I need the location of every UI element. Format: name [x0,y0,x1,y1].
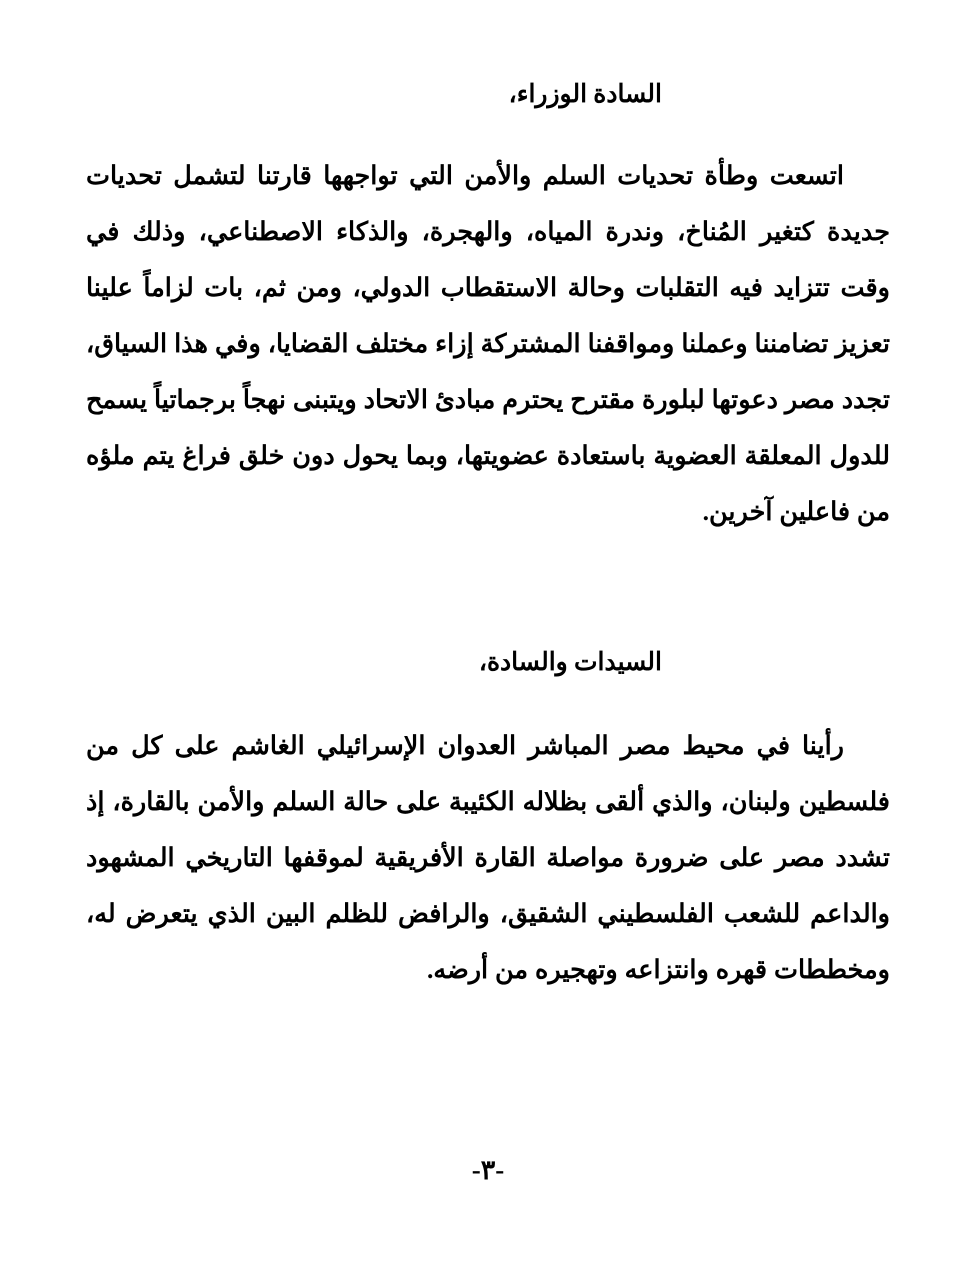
page-number: -٣- [471,1155,505,1185]
spacer [86,540,890,646]
paragraph-peace-security-challenges [86,148,890,540]
spacer [86,112,890,148]
document-body [86,78,890,998]
salutation-ministers: السادة الوزراء، [508,81,662,108]
spacer [86,680,890,718]
salutation-ladies-gentlemen: السيدات والسادة، [478,648,662,676]
paragraph-text: رأينا في محيط مصر المباشر العدوان الإسرائيلي الغاشم على كل من فلسطين ولبنان، والذي ألقى بظلاله الكئيبة على حالة السلم والأمن بالقارة، إذ تشدد مصر على ضرورة مواصلة القارة الأفريقية لموقفها التاريخي المشهود والداعم للشعب الفلسطيني الشقيق، والرافض للظلم البين الذي يتعرض له، ومخططات قهره وانتزاعه وتهجيره من أرضه. [86,730,890,984]
paragraph-palestine-lebanon [86,718,890,998]
paragraph-text: اتسعت وطأة تحديات السلم والأمن التي تواجهها قارتنا لتشمل تحديات جديدة كتغير المُناخ، وندرة المياه، والهجرة، والذكاء الاصطناعي، وذلك في وقت تتزايد فيه التقلبات وحالة الاستقطاب الدولي، ومن ثم، بات لزاماً علينا تعزيز تضامننا وعملنا ومواقفنا المشتركة إزاء مختلف القضايا، وفي هذا السياق، تجدد مصر دعوتها لبلورة مقترح يحترم مبادئ الاتحاد ويتبنى نهجاً برجماتياً يسمح للدول المعلقة العضوية باستعادة عضويتها، وبما يحول دون خلق فراغ يتم ملؤه من فاعلين آخرين. [86,160,890,526]
